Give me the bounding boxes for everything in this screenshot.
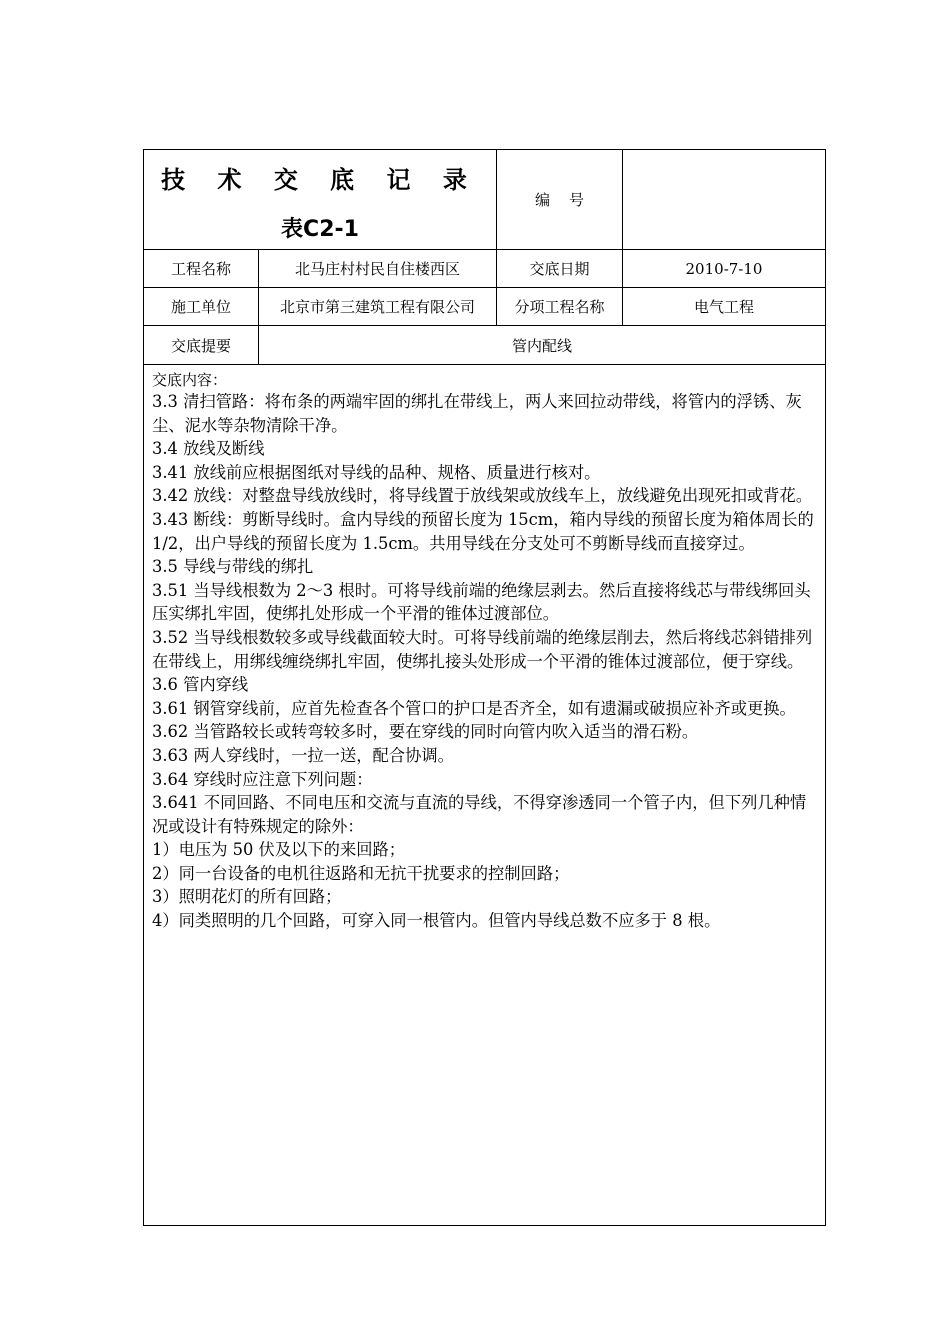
project-name-label: 工程名称 (170, 260, 231, 278)
content-paragraph: 3.4 放线及断线 (152, 439, 265, 459)
subitem-label: 分项工程名称 (514, 298, 605, 316)
content-paragraph: 3.6 管内穿线 (152, 675, 249, 695)
date-label-cell (497, 250, 623, 287)
summary-row (144, 326, 825, 365)
content-paragraph: 3.62 当管路较长或转弯较多时，要在穿线的同时向管内吹入适当的滑石粉。 (152, 722, 699, 742)
technical-disclosure-form (143, 149, 826, 1226)
summary-label-cell (144, 326, 259, 364)
content-title: 交底内容： (152, 371, 228, 389)
content-paragraph: 3.41 放线前应根据图纸对导线的品种、规格、质量进行核对。 (152, 462, 601, 482)
date-label: 交底日期 (529, 260, 590, 278)
content-paragraph: 4）同类照明的几个回路，可穿入同一根管内。但管内导线总数不应多于 8 根。 (152, 911, 721, 931)
date-value-cell (623, 250, 825, 287)
disclosure-content (144, 365, 825, 1225)
project-name-value: 北马庄村村民自住楼西区 (294, 260, 460, 278)
content-paragraph: 3.51 当导线根数为 2～3 根时。可将导线前端的绝缘层剥去。然后直接将线芯与带线绑回头压实绑扎牢固，使绑扎处形成一个平滑的锥体过渡部位。 (152, 580, 811, 624)
content-paragraph: 3.5 导线与带线的绑扎 (152, 557, 314, 577)
number-label-cell (497, 150, 623, 249)
title-cell (144, 150, 497, 249)
form-title: 技 术 交 底 记 录 (161, 166, 479, 194)
content-paragraph: 3.61 钢管穿线前，应首先检查各个管口的护口是否齐全，如有遗漏或破损应补齐或更换。 (152, 698, 796, 718)
content-paragraph: 1）电压为 50 伏及以下的来回路； (152, 840, 406, 860)
unit-value-cell (259, 288, 497, 325)
content-paragraph: 3）照明花灯的所有回路； (152, 887, 342, 907)
summary-value: 管内配线 (511, 336, 572, 355)
date-value: 2010-7-10 (685, 259, 763, 278)
number-label: 编 号 (534, 191, 585, 209)
content-paragraph: 3.42 放线：对整盘导线放线时，将导线置于放线架或放线车上，放线避免出现死扣或背花。 (152, 486, 813, 506)
content-paragraph: 3.641 不同回路、不同电压和交流与直流的导线，不得穿渗透同一个管子内，但下列几种情况或设计有特殊规定的除外： (152, 793, 807, 836)
form-code: 表C2-1 (281, 217, 359, 242)
project-name-value-cell (259, 250, 497, 287)
content-paragraph: 3.52 当导线根数较多或导线截面较大时。可将导线前端的绝缘层削去，然后将线芯斜错排列在带线上，用绑线缠绕绑扎牢固，使绑扎接头处形成一个平滑的锥体过渡部位，便于穿线。 (152, 627, 813, 671)
unit-label: 施工单位 (170, 298, 231, 316)
subitem-value-cell (623, 288, 825, 325)
subitem-value: 电气工程 (693, 298, 754, 316)
header-row (144, 150, 825, 250)
subitem-label-cell (497, 288, 623, 325)
number-value-cell (623, 150, 825, 249)
content-paragraph: 3.3 清扫管路：将布条的两端牢固的绑扎在带线上，两人来回拉动带线，将管内的浮锈、灰尘、泥水等杂物清除干净。 (152, 392, 802, 435)
contractor-row (144, 288, 825, 326)
project-name-label-cell (144, 250, 259, 287)
content-paragraph: 3.63 两人穿线时，一拉一送，配合协调。 (152, 745, 454, 765)
content-paragraph: 2）同一台设备的电机往返路和无抗干扰要求的控制回路； (152, 863, 570, 883)
summary-label: 交底提要 (170, 336, 231, 355)
content-paragraph: 3.64 穿线时应注意下列问题： (152, 769, 373, 789)
summary-value-cell (259, 326, 825, 364)
unit-value: 北京市第三建筑工程有限公司 (279, 298, 475, 316)
content-body (152, 390, 817, 933)
unit-label-cell (144, 288, 259, 325)
project-row (144, 250, 825, 288)
content-paragraph: 3.43 断线：剪断导线时。盒内导线的预留长度为 15cm，箱内导线的预留长度为箱体周长的 1/2，出户导线的预留长度为 1.5cm。共用导线在分支处可不剪断导线而直接穿过。 (152, 509, 814, 553)
